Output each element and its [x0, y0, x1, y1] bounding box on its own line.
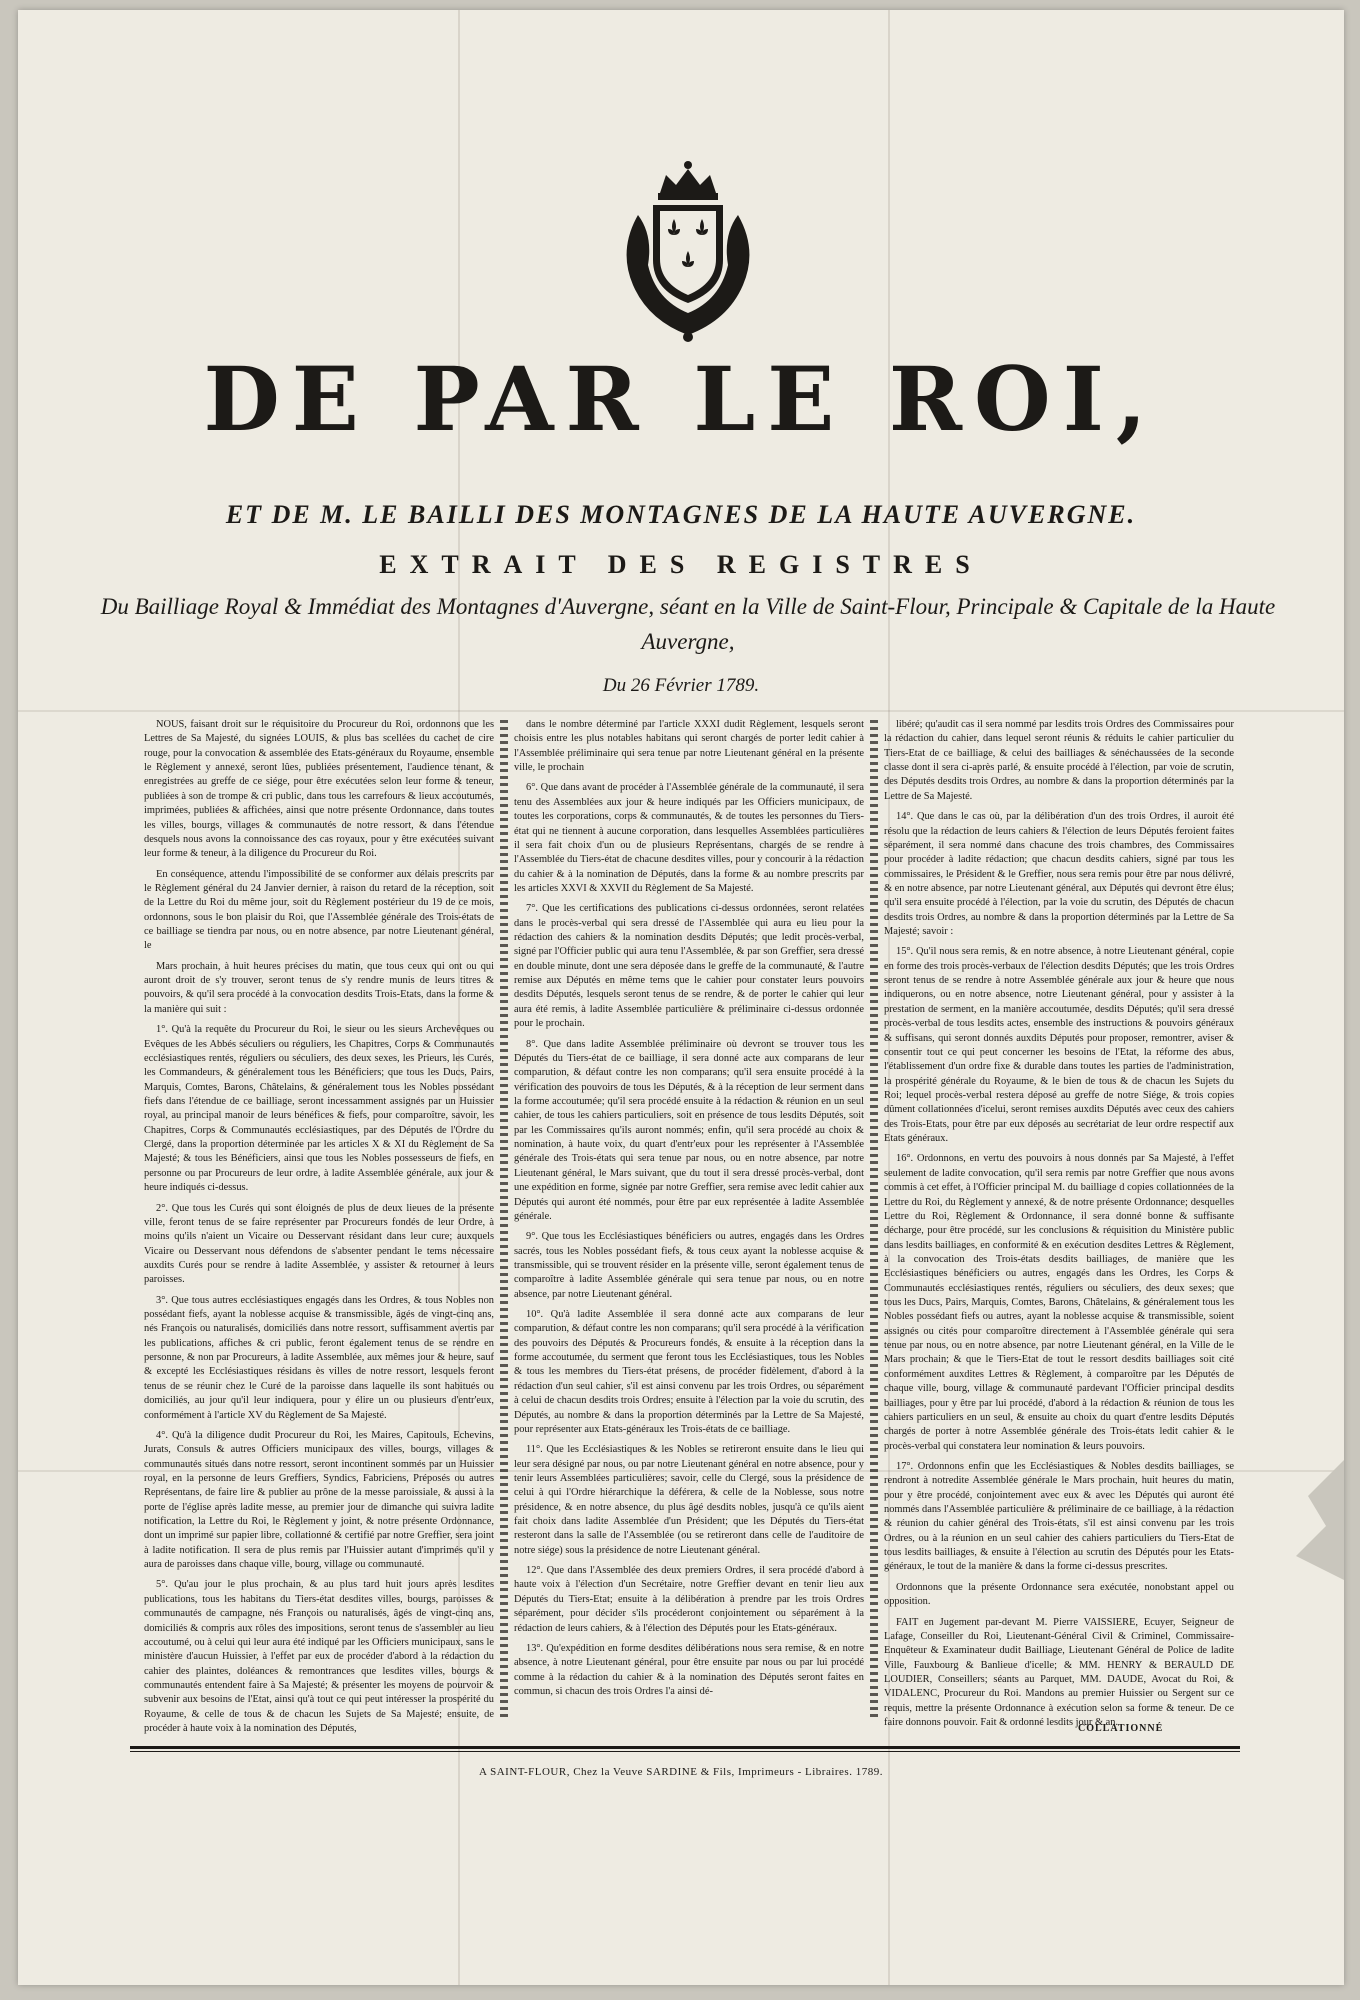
- footer-rule: [130, 1746, 1240, 1749]
- paragraph: 2°. Que tous les Curés qui sont éloignés de plus de deux lieues de la présente ville, feront tenus de se faire représenter par Procureurs fondés de leur Ordre, à moins qu'ils n'aient un Vicaire ou Desservant résidant dans leur cure; auxquels Vicaire ou Desservant nous défendons de s'absenter pendant le tems nécessaire auxdits Curés pour se rendre à ladite Assemblée, y assister & retourner à leurs paroisses.: [144, 1202, 494, 1286]
- paragraph: FAIT en Jugement par-devant M. Pierre VAISSIERE, Ecuyer, Seigneur de Lafage, Conseiller du Roi, Lieutenant-Général Civil & Criminel, Commissaire-Enquêteur & Examinateur dudit Bailliage, Lieutenant Général de Police de ladite Ville, Fauxbourg & Banlieue d'icelle; & MM. HENRY & BERAULD DE LOUDIER, Conseillers; séants au Parquet, MM. DAUDE, Avocat du Roi, & VIDALENC, Procureur du Roi. Mandons au premier Huissier ou Sergent sur ce requis, mettre la présente Ordonnance à exécution selon sa forme & teneur. De ce faire donnons pouvoir. Fait & ordonné lesdits jour & an.: [884, 1616, 1234, 1729]
- paragraph: 3°. Que tous autres ecclésiastiques engagés dans les Ordres, & tous Nobles non possédant fiefs, ayant la noblesse acquise & transmissible, âgés de vingt-cinq ans, nés François ou naturalisés, domiciliés dans notre ressort, suffisamment avertis par les publications, affiches & cri public, feront également tenus de se rendre en personne, & non par Procureurs, à ladite Assemblée, aux mêmes jour & heure, sauf & excepté les Ecclésiastiques résidans ès villes de notre ressort, lesquels feront tenus de se réunir chez le Curé de la paroisse dans laquelle ils sont habitués ou domiciliés, au jour qu'il leur indiquera, pour y élire un ou plusieurs d'entr'eux, conformément à l'article XV du Règlement de Sa Majesté.: [144, 1294, 494, 1421]
- proclamation-title: DE PAR LE ROI,: [203, 347, 1159, 451]
- text-column-middle: [514, 718, 864, 1728]
- paragraph: 4°. Qu'à la diligence dudit Procureur du Roi, les Maires, Capitouls, Echevins, Jurats, Consuls & autres Officiers municipaux des villes, bourgs, villages & communautés situés dans notre ressort, seront incontinent sommés par un Huissier royal, en la personne de leurs Greffiers, Syndics, Fabriciens, Préposés ou autres Représentans, de faire lire & publier au prône de la messe paroissiale, & aussi à la porte de l'église après ladite messe, au premier jour de dimanche qui suivra ladite notification, la Lettre du Roi, le Règlement y joint, & notre présente Ordonnance, dont un imprimé sur papier libre, collationné & certifié par notre Greffier, sera joint à ladite notification. Il sera de plus remis par l'Huissier autant d'imprimés qu'il y aura de paroisses dans chaque ville, bourg, village ou communauté.: [144, 1429, 494, 1571]
- paragraph: 12°. Que dans l'Assemblée des deux premiers Ordres, il sera procédé d'abord à haute voix à l'élection d'un Secrétaire, notre Greffier devant en tenir lieu aux Députés du Tiers-Etat; ensuite à la délibération à prendre par les trois Ordres séparément, pour décider s'ils procéderont conjointement ou séparément à la rédaction de leurs cahiers, & à l'élection des Députés pour les Etats-généraux.: [514, 1565, 864, 1634]
- paragraph: 9°. Que tous les Ecclésiastiques bénéficiers ou autres, engagés dans les Ordres sacrés, tous les Nobles possédant fiefs, & tous ceux ayant la noblesse acquise & transmissible, qui se trouvent résider en la présente ville, seront également tenus de comparoître à ladite Assemblée générale qui sera tenue par nous, ou en notre absence, par notre Lieutenant général.: [514, 1231, 864, 1300]
- court-designation: Du Bailliage Royal & Immédiat des Montagnes d'Auvergne, séant en la Ville de Saint-Flour, Principale & Capitale de la Haute Auvergne,: [100, 594, 1276, 654]
- paragraph: dans le nombre déterminé par l'article XXXI dudit Règlement, lesquels seront choisis entre les plus notables habitans qui seront chargés de porter ledit cahier à l'Assemblée préliminaire qui sera tenue par notre Lieutenant général en la présente ville, le prochain: [514, 719, 864, 774]
- paragraph: 14°. Que dans le cas où, par la délibération d'un des trois Ordres, il auroit été résolu que la rédaction de leurs cahiers & l'élection de leurs Députés feroient faites séparément, il sera nommé dans chacune des trois chambres, des Commissaires pour procéder à ladite rédaction; que chacun desdits cahiers, signé par tous les commissaires, le Président & le Greffier, nous sera remis pour être par nous délivré, & en notre absence, par notre Lieutenant général, aux Députés qui devront être élus; qu'il sera ensuite procédé à l'élection, par la voie du scrutin, des Députés de chacun desdits trois Ordres, au nombre & dans la proportion déterminés par la Lettre de Sa Majesté; savoir :: [884, 811, 1234, 938]
- royal-coat-of-arms-icon: [608, 155, 768, 345]
- paragraph: 15°. Qu'il nous sera remis, & en notre absence, à notre Lieutenant général, copie en forme des trois procès-verbaux de l'élection desdits Députés; que les trois Ordres seront tenus de se rendre à notre Assemblée générale aux jour & heure que nous indiquerons, ou en notre absence, notre Lieutenant général, pour y assister à la prestation de serment, en la manière accoutumée, desdits Députés; qu'il sera dressé procès-verbal de tous lesdits actes, ensemble des instructions & pouvoirs généraux & suffisans, qui seront donnés auxdits Députés pour proposer, remontrer, aviser & consentir tout ce qui peut concerner les besoins de l'Etat, la réforme des abus, l'établissement d'un ordre fixe & durable dans toutes les parties de l'administration, la prospérité générale du Royaume, & le bien de tous & de chacun les Sujets du Roi; lequel procès-verbal restera déposé au greffe de notre Siége, & trois copies dûment collationnées d'icelui, seront remises auxdits Députés avec ceux des cahiers des Trois-Etats, pour être par eux déposés au secrétariat de leur ordre respectif aux Etats généraux.: [884, 946, 1234, 1145]
- paragraph: NOUS, faisant droit sur le réquisitoire du Procureur du Roi, ordonnons que les Lettres de Sa Majesté, du signées LOUIS, & plus bas scellées du cachet de cire rouge, pour la convocation & assemblée des Etats-généraux du Royaume, ensemble le Règlement y annexé, seront lûes, publiées présentement, l'audience tenant, & enregistrées au greffe de ce siége, pour être exécutées selon leur forme & teneur, publiées à son de trompe & cri public, dans tous les carrefours & lieux accoutumés, imprimées, publiées & affichées, ainsi que notre présente Ordonnance, dans toutes les villes, bourgs, villages & communautés de notre ressort, & dans l'étendue desquels nous avons la connoissance des cas royaux, pour y être exécutées suivant leur forme & teneur, à la diligence du Procureur du Roi.: [144, 719, 494, 860]
- text-column-right: [884, 718, 1234, 1728]
- paragraph: 11°. Que les Ecclésiastiques & les Nobles se retireront ensuite dans le lieu qui leur sera désigné par nous, ou par notre Lieutenant général en notre absence, pour y tenir leurs Assemblées particulières; savoir, celle du Clergé, sous la présidence de celui à qui l'Ordre hiérarchique la déférera, & celle de la Noblesse, sous notre présidence, & en notre absence, du plus âgé desdits nobles, jusqu'à ce qu'ils aient fait choix dans ladite Assemblée d'un Président; que les Députés du Tiers-état resteront dans la salle de l'Assemblée (ou se retireront dans celle de l'auditoire de notre siége) sous la présidence de notre Lieutenant général.: [514, 1444, 864, 1556]
- collationne-mark: COLLATIONNÉ: [1078, 1723, 1164, 1734]
- subtitle-bailli: ET DE M. LE BAILLI DES MONTAGNES DE LA HAUTE AUVERGNE.: [225, 500, 1137, 529]
- footer-rule: [130, 1751, 1240, 1752]
- fold-line: [18, 710, 1344, 712]
- paragraph: libéré; qu'audit cas il sera nommé par lesdits trois Ordres des Commissaires pour la rédaction du cahier, dans lequel seront réunis & réduits le cahier particulier du Tiers-Etat de ce bailliage, & celui des bailliages & sénéchaussées de la seconde classe dont il sera ci-après parlé, & ensuite procédé à l'élection, par voie de scrutin, des Députés desdits trois Ordres, au nombre & dans la proportion déterminés par la Lettre de Sa Majesté.: [884, 719, 1234, 802]
- paragraph: 8°. Que dans ladite Assemblée préliminaire où devront se trouver tous les Députés du Tiers-état de ce bailliage, il sera donné acte aux comparans de leur comparution, & défaut contre les non comparans; qu'il sera ensuite procédé à la vérification des pouvoirs de tous les Députés, & à la réception de leur serment dans la forme accoutumée; qu'il sera procédé ensuite à la rédaction & réunion en un seul cahier, de tous les cahiers particuliers, soit en présence de tous lesdits Députés, soit par les Commissaires qu'ils auront nommés; enfin, qu'il sera procédé au choix & nomination, à haute voix, du quart d'entr'eux pour les représenter à l'Assemblée générale des Trois-états qui sera tenue par nous, ou en notre absence, par notre Lieutenant général, le Mars suivant, que du tout il sera dressé procès-verbal, dont une expédition en forme, signée par notre Greffier, sera remise avec ledit cahier aux Députés qui auront été nommés, pour être par eux représentée à ladite Assemblée générale.: [514, 1038, 864, 1222]
- paragraph: Ordonnons que la présente Ordonnance sera exécutée, nonobstant appel ou opposition.: [884, 1581, 1234, 1608]
- paragraph: 13°. Qu'expédition en forme desdites délibérations nous sera remise, & en notre absence, à notre Lieutenant général, pour être ensuite par nous ou par lui procédé comme à la rédaction du cahier & à la nomination des Députés seront faites en commun, si chacun des trois Ordres l'a ainsi dé-: [514, 1642, 864, 1697]
- paragraph: 1°. Qu'à la requête du Procureur du Roi, le sieur ou les sieurs Archevêques ou Evêques de les Abbés séculiers ou réguliers, les Chapitres, Corps & Communautés ecclésiastiques rentés, réguliers ou séculiers, des deux sexes, les Prieurs, les Curés, les Commandeurs, & généralement tous les Bénéficiers; que tous les Ducs, Pairs, Marquis, Comtes, Barons, Châtelains, & généralement tous les Nobles possédant fiefs dans l'étendue de ce bailliage, seront incessamment assignés par un Huissier royal, au principal manoir de leurs bénéfices & fiefs, pour comparoître, savoir, les Chapitres, Corps & Communautés ecclésiastiques, par des Députés de l'Ordre du Clergé, dans la proportion déterminée par les articles X & XI du Règlement de Sa Majesté; & tous les Bénéficiers, ainsi que tous les Nobles possesseurs de fiefs, en personne ou par Procureurs de leur ordre, à ladite Assemblée générale, aux jour & heure indiqués ci-dessus.: [144, 1024, 494, 1194]
- paragraph: 17°. Ordonnons enfin que les Ecclésiastiques & Nobles desdits bailliages, se rendront à notredite Assemblée générale le Mars prochain, huit heures du matin, pour y être procédé, conjointement avec eux & avec les Députés qui auront été nommés dans l'Assemblée particulière & préliminaire de ce bailliage, à la rédaction & réunion du cahier général des Trois-états, s'il est ainsi convenu par les trois Ordres, ou à la réunion en un seul cahier des cahiers particuliers du Tiers-Etat de tous lesdits bailliages, & ensuite à l'élection au scrutin des Députés pour les Etats-généraux, le tout de la manière & dans la forme ci-dessus prescrites.: [884, 1460, 1234, 1573]
- paragraph: 7°. Que les certifications des publications ci-dessus ordonnées, seront relatées dans le procès-verbal qui sera dressé de l'Assemblée qui aura eu lieu pour la rédaction des cahiers & la nomination desdits Députés; que ledit procès-verbal, signé par l'Officier public qui aura tenu l'Assemblée, & par son Greffier, sera dressé en double minute, dont une sera déposée dans le greffe de la communauté, & l'autre remise aux Députés en même tems que le cahier pour constater leurs pouvoirs desdits Députés, lesquels seront tenus de se rendre, & de porter le cahier qui leur aura été remis, à ladite Assemblée particulière & préliminaire ci-dessus ordonnée pour le prochain.: [514, 903, 864, 1030]
- paper-tear: [1284, 1460, 1344, 1580]
- paragraph: 6°. Que dans avant de procéder à l'Assemblée générale de la communauté, il sera tenu des Assemblées aux jour & heure indiqués par les Officiers municipaux, de toutes les corporations, corps & communautés, & de toutes les personnes du Tiers-état qui ne tiennent à aucune corporation, dans lesquelles Assemblées particulières il sera fait choix d'un ou de plusieurs Représentans, chargés de se rendre à l'Assemblée du Tiers-état de chacune desdites villes, pour y concourir à la rédaction du cahier & à la nomination de Députés, dans la forme & au nombre prescrits par les articles XXVI & XXVII du Règlement de Sa Majesté.: [514, 782, 864, 894]
- paragraph: 10°. Qu'à ladite Assemblée il sera donné acte aux comparans de leur comparution, & défaut contre les non comparans; qu'il sera procédé à la vérification des pouvoirs des Députés & Procureurs fondés, & ensuite à la réception dans la forme accoutumée, du serment que feront tous les Ecclésiastiques, tous les Nobles & tous les membres du Tiers-état présens, de procéder fidèlement, d'abord à la rédaction d'un seul cahier, s'il est ainsi convenu par les trois Ordres, ou séparément à celui de chacun desdits trois Ordres; ensuite à l'élection par la voie du scrutin, des Députés, au nombre & dans la proportion déterminés par la Lettre de Sa Majesté, pour représenter aux Etats-généraux les Trois-états de ce bailliage.: [514, 1309, 864, 1435]
- paragraph: 5°. Qu'au jour le plus prochain, & au plus tard huit jours après lesdites publications, tous les habitans du Tiers-état desdites villes, bourgs, paroisses & communautés de campagne, nés François ou naturalisés, âgés de vingt-cinq ans, domiciliés & compris aux rôles des impositions, seront tenus de s'assembler au lieu accoutumé, ou à celui qui leur aura été indiqué par les Officiers municipaux, sans le ministère d'aucun Huissier, à l'effet par eux de procéder d'abord à la rédaction du cahier des plaintes, doléances & remontrances que lesdites villes, bourgs & communautés entendent faire à Sa Majesté; & présenter les moyens de pourvoir & subvenir aux besoins de l'Etat, ainsi qu'à tout ce qui peut intéresser la prospérité du Royaume, & celle de tous & de chacun les Sujets de Sa Majesté; ensuite, de procéder à haute voix à la nomination des Députés,: [144, 1579, 494, 1735]
- decree-date: Du 26 Février 1789.: [602, 675, 760, 696]
- extract-heading: EXTRAIT DES REGISTRES: [379, 550, 983, 579]
- paragraph: En conséquence, attendu l'impossibilité de se conformer aux délais prescrits par le Règlement général du 24 Janvier dernier, à raison du retard de la réception, soit de la Lettre du Roi du même jour, soit du Règlement postérieur du 19 de ce mois, ordonnons, sous le bon plaisir du Roi, que l'Assemblée générale des Trois-états de ce bailliage se tiendra par nous, ou en notre absence, par notre Lieutenant général, le: [144, 868, 494, 952]
- text-column-left: [144, 718, 494, 1735]
- ornamental-column-divider: [500, 720, 508, 1720]
- printer-imprint: A SAINT-FLOUR, Chez la Veuve SARDINE & Fils, Imprimeurs - Libraires. 1789.: [479, 1766, 883, 1778]
- ornamental-column-divider: [870, 720, 878, 1720]
- paragraph: 16°. Ordonnons, en vertu des pouvoirs à nous donnés par Sa Majesté, à l'effet seulement de ladite convocation, qu'il sera remis par notre Greffier que nous avons commis à cet effet, à l'Officier principal M. du bailliage d copies collationnées de la Lettre du Roi, du Règlement y annexé, & de notre présente Ordonnance; desquelles Lettre du Roi, Règlement & Ordonnance, il sera donné bonne & suffisante décharge, pour être procédé, sur les conclusions & réquisition du Ministère public dans lesdits bailliages, en conformité & en exécution desdites Lettres & Règlement, à la convocation des Trois-états desdits bailliages, de manière que les Ecclésiastiques bénéficiers ou autres, engagés dans les Ordres, les Corps & Communautés ecclésiastiques rentés, réguliers ou séculiers, des deux sexes; que tous les Ducs, Pairs, Marquis, Comtes, Barons, Châtelains, & généralement tous les Nobles possédant fiefs ou autres, ayant la noblesse acquise & transmissible, soient assignés ou cités pour comparoître directement à l'Assemblée générale qui sera tenue par nous, ou en notre absence, par notre Lieutenant général, en la Ville de le Mars prochain; & que le Tiers-Etat de tout le ressort desdits bailliages soit cité conformément auxdites Lettres & Règlement, à comparoître par les Députés de chaque ville, bourg, village & communauté pardevant l'Officier principal desdits bailliages, pour y être par lui procédé, d'abord à la rédaction & réunion de tous les cahiers particuliers en un seul, & ensuite au choix du quart d'entre lesdits Députés chargés de porter à notre Assemblée générale des Trois-états ledit cahier & le procès-verbal qui constatera leur nomination & leurs pouvoirs.: [884, 1153, 1234, 1452]
- paragraph: Mars prochain, à huit heures précises du matin, que tous ceux qui ont ou qui auront droit de s'y trouver, seront tenus de s'y rendre munis de leurs titres & pouvoirs, & qu'il sera procédé à la convocation desdits Trois-Etats, dans la forme & la manière qui suit :: [144, 960, 494, 1015]
- placard-sheet: [18, 10, 1344, 1985]
